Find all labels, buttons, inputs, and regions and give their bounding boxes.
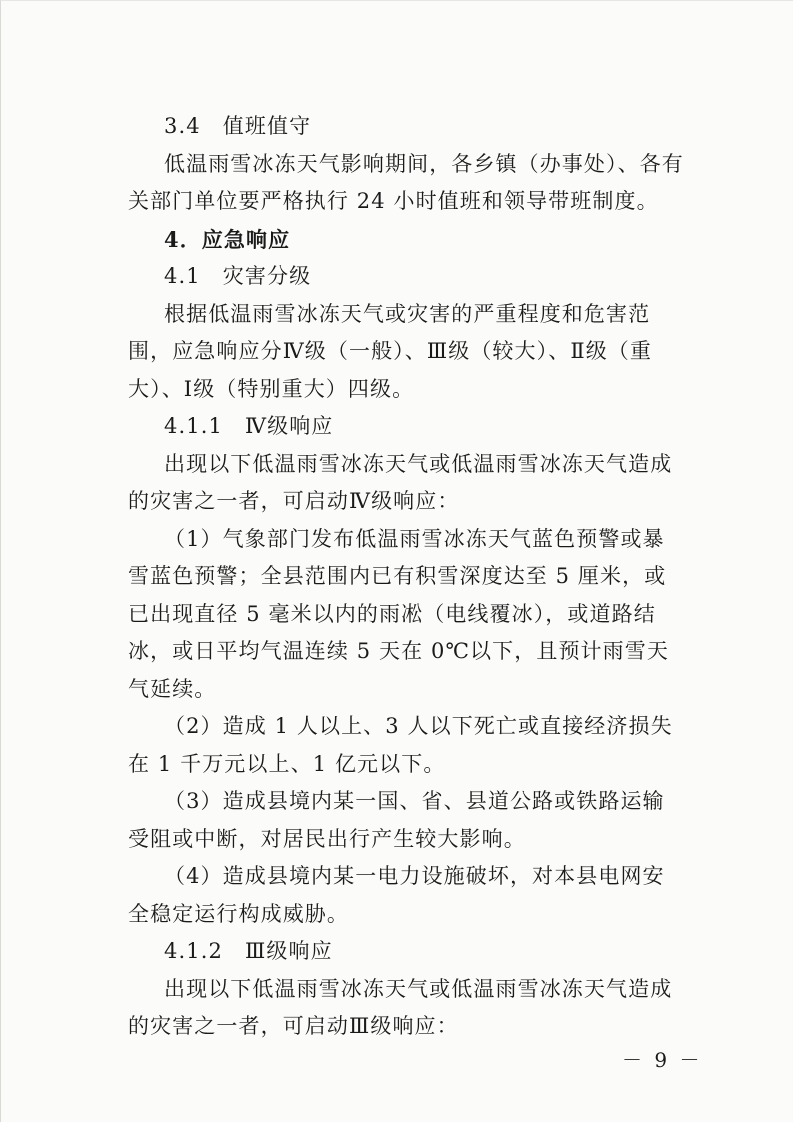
subsection-heading: 4.1.2 Ⅲ级响应 (164, 939, 333, 963)
subsection-heading: 4.1.1 Ⅳ级响应 (164, 414, 334, 438)
list-item: （4）造成县境内某一电力设施破坏，对本县电网安全稳定运行构成威胁。 (128, 864, 665, 926)
list-item: （2）造成 1 人以上、3 人以下死亡或直接经济损失在 1 千万元以上、1 亿元以下。 (128, 714, 673, 776)
body-paragraph: 出现以下低温雨雪冰冻天气或低温雨雪冰冻天气造成的灾害之一者，可启动Ⅲ级响应： (128, 976, 673, 1038)
body-paragraph: 根据低温雨雪冰冻天气或灾害的严重程度和危害范围，应急响应分Ⅳ级（一般）、Ⅲ级（较大）、Ⅱ级（重大）、Ⅰ级（特别重大）四级。 (128, 301, 653, 401)
section-heading: 4.1 灾害分级 (164, 264, 312, 288)
list-item: （3）造成县境内某一国、省、县道公路或铁路运输受阻或中断，对居民出行产生较大影响。 (128, 789, 665, 851)
chapter-heading: 4．应急响应 (164, 226, 291, 252)
document-body (128, 108, 684, 1046)
section-heading: 3.4 值班值守 (164, 114, 312, 138)
body-paragraph: 出现以下低温雨雪冰冻天气或低温雨雪冰冻天气造成的灾害之一者，可启动Ⅳ级响应： (128, 451, 673, 513)
list-item: （1）气象部门发布低温雨雪冰冻天气蓝色预警或暴雪蓝色预警；全县范围内已有积雪深度达至 5 厘米，或已出现直径 5 毫米以内的雨凇（电线覆冰），或道路结冰，或日平均气温连续 5 天在 0℃以下，且预计雨雪天气延续。 (128, 526, 669, 701)
page-number: － 9 － (622, 1048, 703, 1072)
body-paragraph: 低温雨雪冰冻天气影响期间，各乡镇（办事处）、各有关部门单位要严格执行 24 小时值班和领导带班制度。 (128, 151, 684, 213)
